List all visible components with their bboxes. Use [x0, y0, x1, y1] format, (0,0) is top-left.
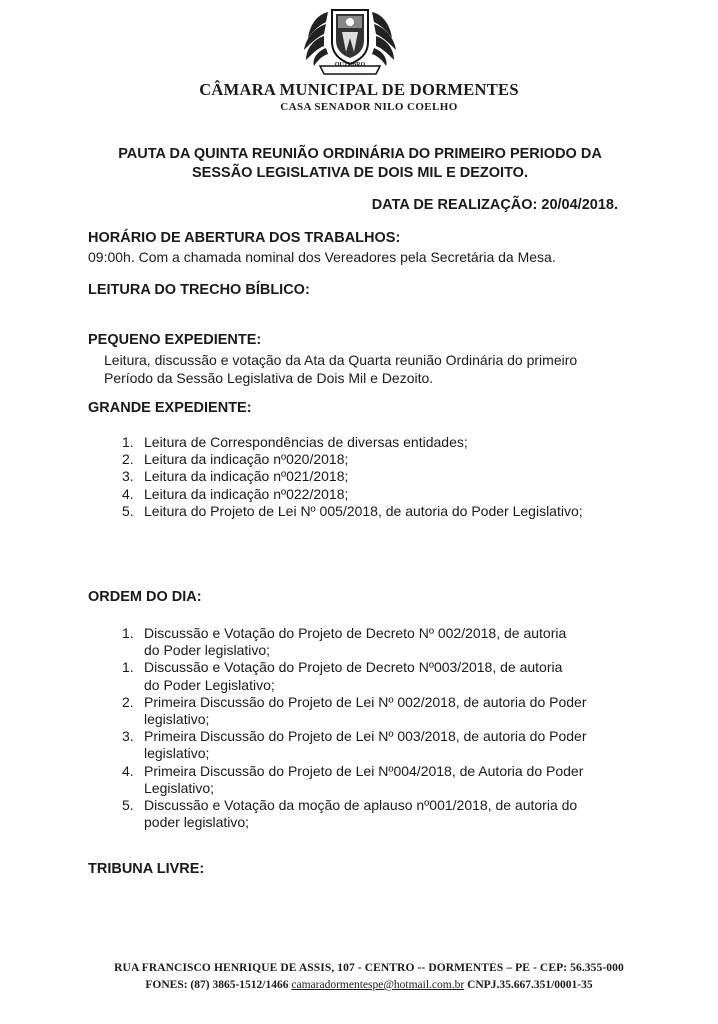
tribuna-livre-heading: TRIBUNA LIVRE: — [88, 861, 205, 877]
list-item — [122, 659, 622, 693]
list-item — [122, 625, 622, 659]
list-item — [122, 728, 622, 762]
item-text: Leitura da indicação nº022/2018; — [144, 485, 349, 502]
footer-address: RUA FRANCISCO HENRIQUE DE ASSIS, 107 - CENTRO -- DORMENTES – PE - CEP: 56.355-000 — [114, 962, 624, 974]
item-line-1: Discussão e Votação do Projeto de Decreto Nº003/2018, de autoria — [144, 659, 563, 676]
item-number: 2. — [122, 693, 134, 710]
list-item — [122, 503, 642, 520]
pequeno-line-2: Período da Sessão Legislativa de Dois Mil e Dezoito. — [104, 370, 434, 386]
item-line-2: do Poder legislativo; — [144, 642, 271, 659]
municipal-crest-logo — [290, 4, 410, 80]
list-item — [122, 434, 642, 451]
item-number: 1. — [122, 434, 134, 450]
abertura-text: 09:00h. Com a chamada nominal dos Vereadores pela Secretária da Mesa. — [88, 249, 556, 265]
crest-ribbon-text: OUTUBRO — [334, 62, 366, 68]
footer-contacts — [0, 979, 718, 991]
grande-expediente-list — [122, 434, 642, 520]
item-line-2: legislativo; — [144, 745, 210, 762]
list-item — [122, 797, 622, 831]
item-line-1: Primeira Discussão do Projeto de Lei Nº 002/2018, de autoria do Poder — [144, 693, 587, 710]
item-line-1: Discussão e Votação do Projeto de Decreto Nº 002/2018, de autoria — [144, 625, 567, 641]
item-line-2: do Poder Legislativo; — [144, 676, 275, 693]
title-line-2: SESSÃO LEGISLATIVA DE DOIS MIL E DEZOITO. — [192, 165, 528, 181]
item-text: Leitura da indicação nº020/2018; — [144, 451, 349, 468]
pequeno-expediente-heading: PEQUENO EXPEDIENTE: — [88, 332, 262, 348]
item-line-1: Primeira Discussão do Projeto de Lei Nº 003/2018, de autoria do Poder — [144, 728, 587, 745]
item-line-1: Discussão e Votação da moção de aplauso nº001/2018, de autoria do — [144, 797, 578, 814]
organization-name: CÂMARA MUNICIPAL DE DORMENTES — [199, 80, 519, 99]
abertura-heading: HORÁRIO DE ABERTURA DOS TRABALHOS: — [88, 230, 401, 246]
item-line-2: poder legislativo; — [144, 814, 250, 831]
grande-expediente-heading: GRANDE EXPEDIENTE: — [88, 400, 252, 416]
ordem-do-dia-heading: ORDEM DO DIA: — [88, 589, 202, 605]
item-text: Leitura da indicação nº021/2018; — [144, 468, 349, 485]
item-line-2: legislativo; — [144, 711, 210, 728]
document-title — [60, 145, 660, 183]
list-item — [122, 486, 642, 503]
item-line-2: Legislativo; — [144, 779, 215, 796]
list-item — [122, 468, 642, 485]
title-line-1: PAUTA DA QUINTA REUNIÃO ORDINÁRIA DO PRIMEIRO PERIODO DA — [118, 146, 602, 162]
meeting-date: DATA DE REALIZAÇÃO: 20/04/2018. — [371, 197, 618, 213]
footer-email-link[interactable]: camaradormentespe@hotmail.com.br — [291, 979, 465, 991]
item-number: 3. — [122, 728, 134, 745]
item-number: 5. — [122, 797, 134, 814]
item-number: 2. — [122, 451, 134, 468]
item-text: Leitura de Correspondências de diversas entidades; — [144, 434, 468, 450]
item-number: 5. — [122, 502, 134, 519]
list-item — [122, 451, 642, 468]
list-item — [122, 763, 622, 797]
item-number: 3. — [122, 468, 134, 485]
organization-subtitle: CASA SENADOR NILO COELHO — [280, 101, 458, 113]
ordem-do-dia-list — [122, 625, 622, 831]
leitura-heading: LEITURA DO TRECHO BÍBLICO: — [88, 282, 310, 298]
footer-cnpj: CNPJ.35.667.351/0001-35 — [467, 979, 593, 991]
item-number: 1. — [122, 659, 134, 676]
item-number: 4. — [122, 485, 134, 502]
item-line-1: Primeira Discussão do Projeto de Lei Nº004/2018, de Autoria do Poder — [144, 762, 584, 779]
item-number: 4. — [122, 762, 134, 779]
pequeno-expediente-text — [104, 351, 644, 387]
footer-phones: FONES: (87) 3865-1512/1466 — [145, 979, 289, 991]
item-text: Leitura do Projeto de Lei Nº 005/2018, de autoria do Poder Legislativo; — [144, 502, 583, 519]
list-item — [122, 694, 622, 728]
pequeno-line-1: Leitura, discussão e votação da Ata da Quarta reunião Ordinária do primeiro — [104, 352, 578, 368]
item-number: 1. — [122, 625, 134, 641]
